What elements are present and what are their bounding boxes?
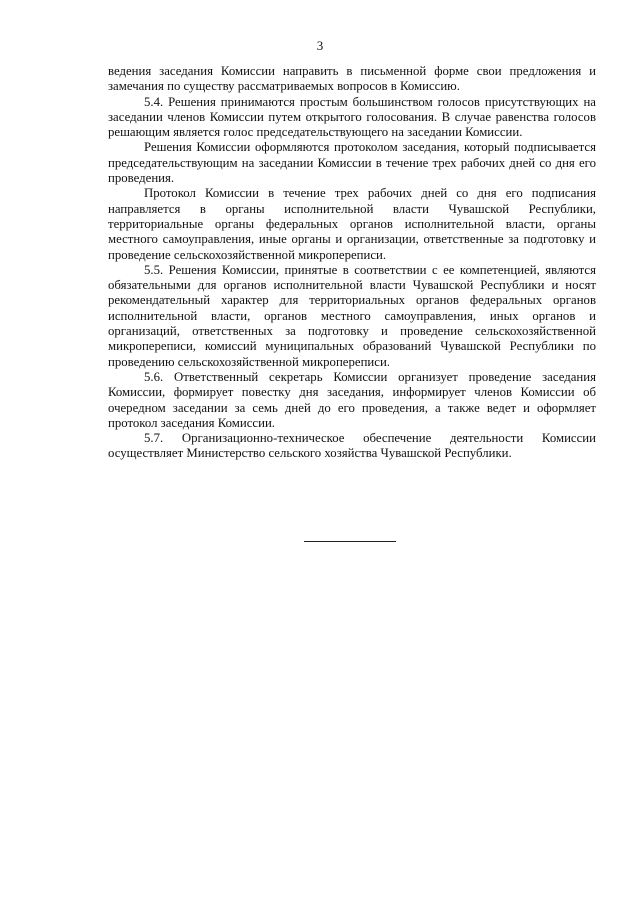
paragraph-5-5: 5.5. Решения Комиссии, принятые в соответствии с ее компетенцией, являются обязательными для органов исполнительной власти Чувашской Республики и носят рекомендательный характер для территориальных органов федеральных органов исполнительной власти, органов местного самоуправления, иных органов и организаций, ответственных за подготовку и проведение сельскохозяйственной микропереписи, комиссий муниципальных образований Чувашской Республики по проведению сельскохозяйственной микропереписи.: [108, 262, 596, 369]
paragraph-5-7: 5.7. Организационно-техническое обеспечение деятельности Комиссии осуществляет Министерство сельского хозяйства Чувашской Республики.: [108, 431, 596, 461]
paragraph-protocol-distribution: Протокол Комиссии в течение трех рабочих дней со дня его подписания направляется в органы исполнительной власти Чувашской Республики, территориальные органы федеральных органов исполнительной власти, органы местного самоуправления, иные органы и организации, ответственные за подготовку и проведение сельскохозяйственной микропереписи.: [108, 186, 596, 262]
paragraph-continuation: ведения заседания Комиссии направить в письменной форме свои предложения и замечания по существу рассматриваемых вопросов в Комиссию.: [108, 64, 596, 94]
end-of-document-rule: [304, 541, 396, 542]
paragraph-protocol-signing: Решения Комиссии оформляются протоколом заседания, который подписывается председательствующим на заседании Комиссии в течение трех рабочих дней со дня его проведения.: [108, 140, 596, 186]
page-number: 3: [316, 38, 324, 53]
document-body: [108, 64, 596, 462]
paragraph-5-6: 5.6. Ответственный секретарь Комиссии организует проведение заседания Комиссии, формирует повестку дня заседания, информирует членов Комиссии об очередном заседании за семь дней до его проведения, а также ведет и оформляет протокол заседания Комиссии.: [108, 369, 596, 430]
paragraph-5-4: 5.4. Решения принимаются простым большинством голосов присутствующих на заседании членов Комиссии путем открытого голосования. В случае равенства голосов решающим является голос председательствующего на заседании Комиссии.: [108, 94, 596, 140]
